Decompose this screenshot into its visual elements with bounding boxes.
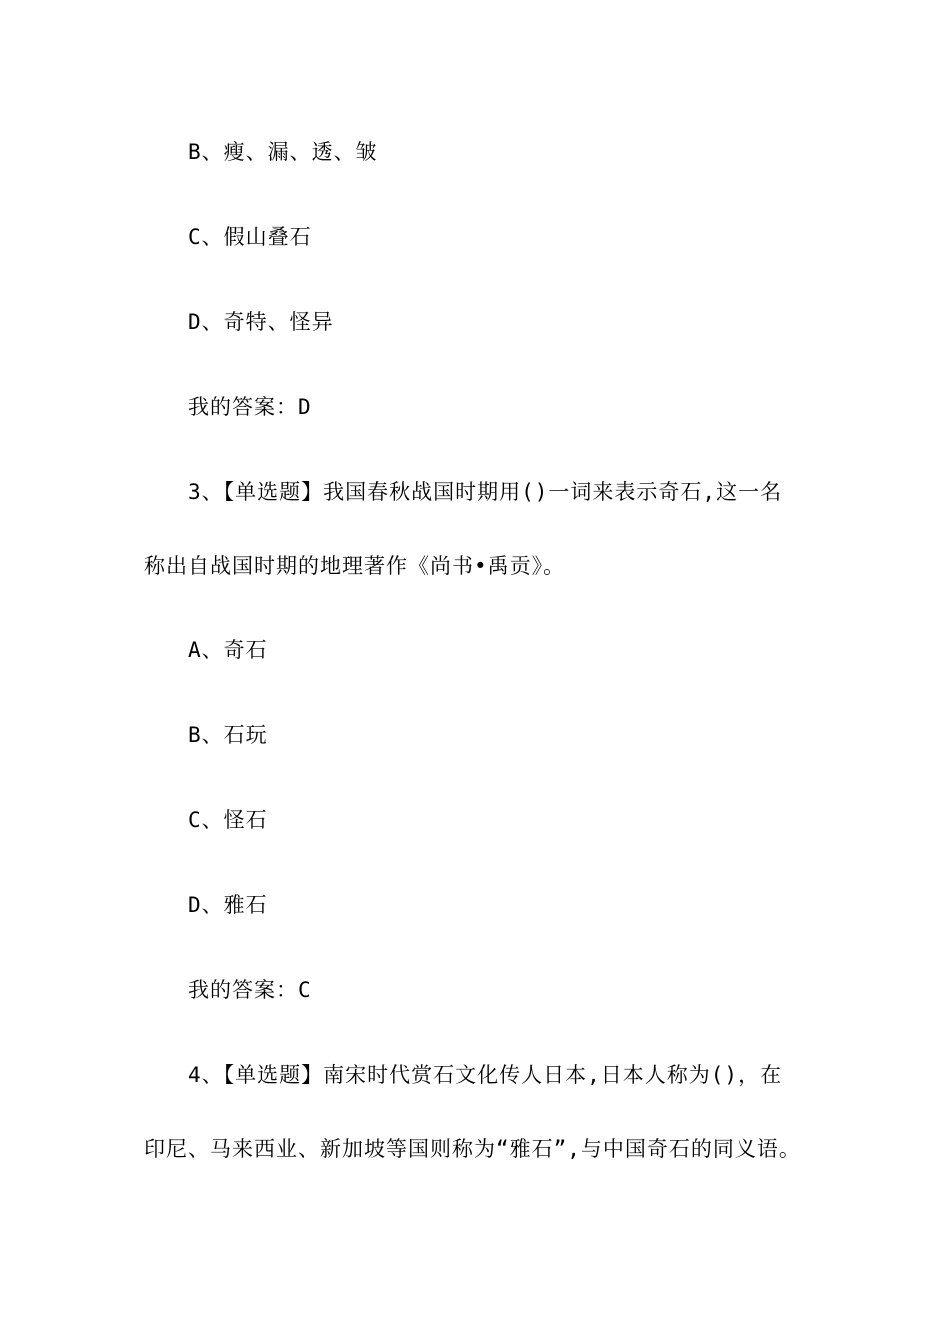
- q2-option-d: D、奇特、怪异: [188, 310, 334, 334]
- q2-my-answer: 我的答案：D: [188, 395, 312, 419]
- q2-option-c: C、假山叠石: [188, 225, 312, 249]
- q3-stem-line1: 3、【单选题】我国春秋战国时期用()一词来表示奇石,这一名: [188, 480, 783, 504]
- q3-option-a: A、奇石: [188, 638, 268, 662]
- q3-option-b: B、石玩: [188, 723, 268, 747]
- q3-option-d: D、雅石: [188, 893, 268, 917]
- q4-stem-line1: 4、【单选题】南宋时代赏石文化传人日本,日本人称为()，在: [188, 1063, 783, 1087]
- q3-my-answer: 我的答案：C: [188, 978, 312, 1002]
- q2-option-b: B、瘦、漏、透、皱: [188, 140, 378, 164]
- q4-stem-line2: 印尼、马来西业、新加坡等国则称为“雅石”,与中国奇石的同义语。: [144, 1137, 801, 1161]
- q3-option-c: C、怪石: [188, 808, 268, 832]
- q3-stem-line2: 称出自战国时期的地理著作《尚书•禹贡》。: [144, 554, 566, 578]
